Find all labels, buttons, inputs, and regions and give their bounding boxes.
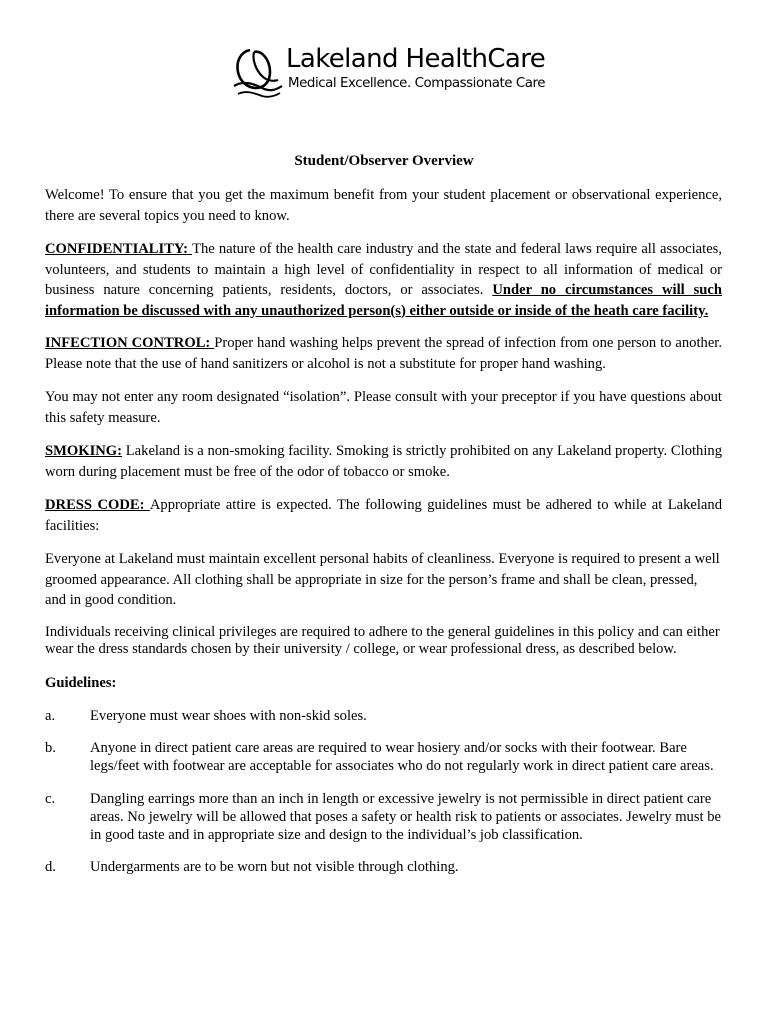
dress-code-text: Appropriate attire is expected. The following guidelines must be adhered to while at Lakeland facilities:	[45, 497, 722, 534]
confidentiality-paragraph	[45, 239, 722, 321]
confidentiality-emphasis: Under no circumstances will such information be discussed with any unauthorized person(s) either outside or inside of the heath care facility.	[45, 282, 722, 319]
guideline-text: Dangling earrings more than an inch in length or excessive jewelry is not permissible in direct patient care areas. No jewelry will be allowed that poses a safety or health risk to patients or associates. Jewelry must be in good taste and in appropriate size and design to the individual’s job classification.	[90, 790, 721, 843]
lakeland-logo-icon	[232, 46, 284, 100]
guideline-text: Everyone must wear shoes with non-skid soles.	[90, 707, 367, 724]
guideline-text: Anyone in direct patient care areas are required to wear hosiery and/or socks with their footwear. Bare legs/feet with footwear are acceptable for associates who do not regularly work in direct patient care areas.	[90, 740, 714, 775]
cleanliness-paragraph: Everyone at Lakeland must maintain excellent personal habits of cleanliness. Everyone is required to present a well groomed appearance. All clothing shall be appropriate in size for the person’s frame and shall be clean, pressed, and in good condition.	[45, 551, 720, 608]
logo-tagline: Medical Excellence. Compassionate Care	[288, 76, 546, 91]
confidentiality-heading: CONFIDENTIALITY:	[45, 241, 193, 257]
guideline-letter: c.	[45, 790, 56, 807]
dress-code-paragraph	[45, 495, 722, 536]
guideline-item	[45, 859, 722, 877]
infection-control-paragraph	[45, 333, 722, 374]
dress-code-heading: DRESS CODE:	[45, 497, 150, 513]
infection-control-heading: INFECTION CONTROL:	[45, 335, 215, 351]
guideline-item	[45, 740, 722, 776]
infection-control-text: Proper hand washing helps prevent the spread of infection from one person to another. Please note that the use of hand sanitizers or alcohol is not a substitute for proper hand washing.	[45, 335, 723, 372]
guideline-letter: a.	[45, 707, 56, 724]
welcome-paragraph: Welcome! To ensure that you get the maximum benefit from your student placement or observational experience, there are several topics you need to know.	[45, 187, 722, 224]
isolation-paragraph: You may not enter any room designated “isolation”. Please consult with your preceptor if you have questions about this safety measure.	[45, 389, 722, 426]
guideline-letter: b.	[45, 740, 56, 757]
guidelines-heading: Guidelines:	[45, 675, 117, 692]
privileges-paragraph: Individuals receiving clinical privileges are required to adhere to the general guidelines in this policy and can either wear the dress standards chosen by their university / college, or wear professional dress, as described below.	[45, 623, 720, 658]
page-title: Student/Observer Overview	[294, 153, 474, 169]
lakeland-logo	[232, 44, 546, 100]
smoking-text: Lakeland is a non-smoking facility. Smoking is strictly prohibited on any Lakeland property. Clothing worn during placement must be free of the odor of tobacco or smoke.	[45, 443, 722, 480]
confidentiality-text: The nature of the health care industry and the state and federal laws require all associates, volunteers, and students to maintain a high level of confidentiality in respect to all information of medical or business nature concerning patients, residents, doctors, or associates.	[45, 241, 722, 298]
logo-name: Lakeland HealthCare	[286, 44, 546, 74]
document-body	[45, 185, 722, 892]
guideline-item	[45, 708, 722, 726]
guideline-item	[45, 791, 722, 844]
guideline-letter: d.	[45, 859, 56, 876]
smoking-paragraph	[45, 441, 722, 482]
guideline-text: Undergarments are to be worn but not visible through clothing.	[90, 859, 459, 876]
smoking-heading: SMOKING:	[45, 443, 123, 459]
